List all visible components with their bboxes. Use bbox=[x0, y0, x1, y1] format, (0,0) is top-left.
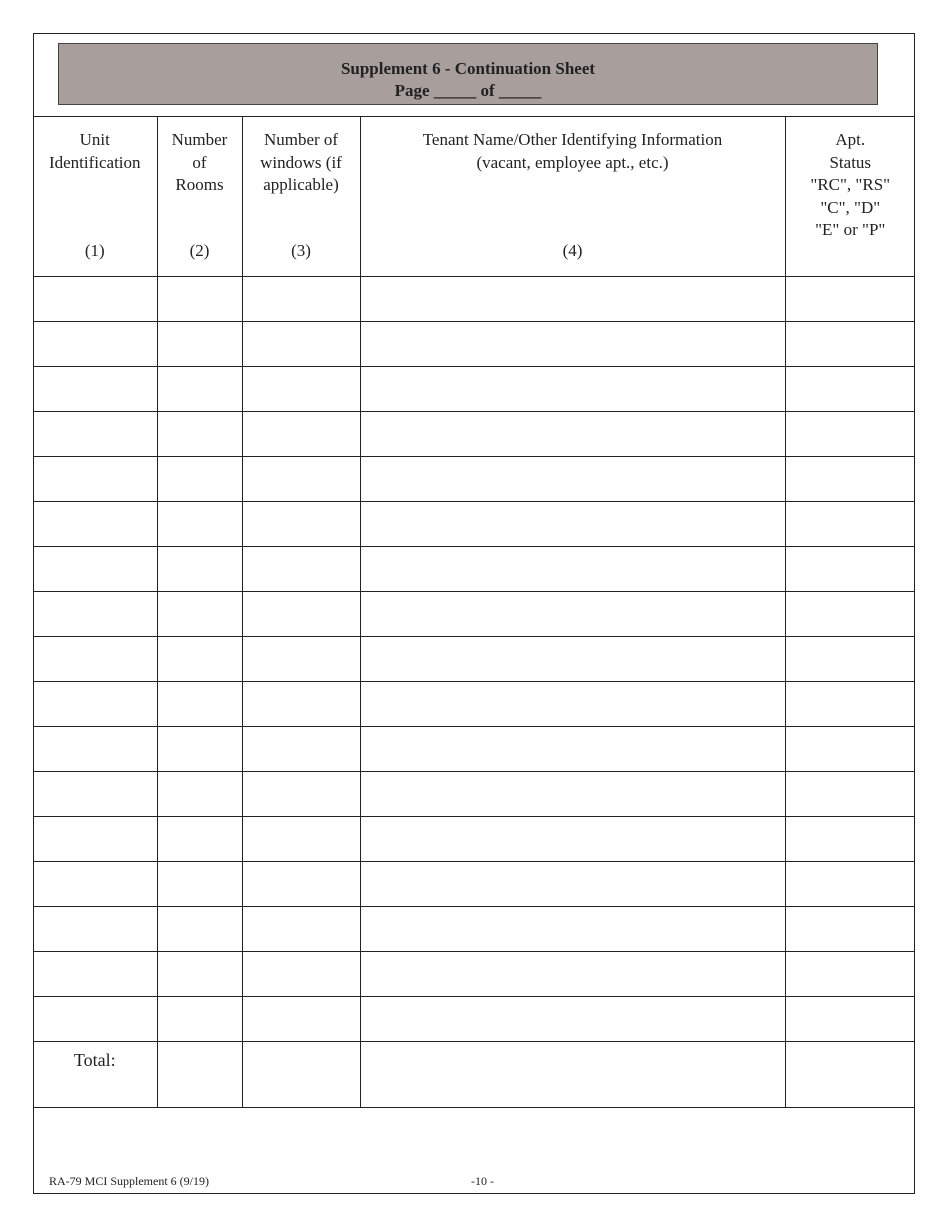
rooms-cell[interactable] bbox=[157, 547, 242, 592]
rooms-cell[interactable] bbox=[157, 727, 242, 772]
total-windows-cell[interactable] bbox=[242, 1042, 360, 1108]
apt-status-cell[interactable] bbox=[785, 547, 915, 592]
unit-id-cell[interactable] bbox=[33, 322, 157, 367]
apt-status-cell[interactable] bbox=[785, 502, 915, 547]
unit-id-cell[interactable] bbox=[33, 502, 157, 547]
unit-id-cell[interactable] bbox=[33, 997, 157, 1042]
rooms-cell[interactable] bbox=[157, 817, 242, 862]
windows-cell[interactable] bbox=[242, 592, 360, 637]
col-header-label: Number of windows (if applicable) bbox=[260, 130, 342, 194]
tenant-cell[interactable] bbox=[360, 547, 785, 592]
apt-status-cell[interactable] bbox=[785, 952, 915, 997]
col-header-label: Tenant Name/Other Identifying Information (vacant, employee apt., etc.) bbox=[422, 130, 723, 172]
windows-cell[interactable] bbox=[242, 277, 360, 322]
tenant-cell[interactable] bbox=[360, 457, 785, 502]
unit-id-cell[interactable] bbox=[33, 457, 157, 502]
table-row bbox=[33, 502, 915, 547]
col-header-number: (1) bbox=[84, 241, 105, 260]
rooms-cell[interactable] bbox=[157, 322, 242, 367]
table-row bbox=[33, 547, 915, 592]
unit-id-cell[interactable] bbox=[33, 277, 157, 322]
tenant-cell[interactable] bbox=[360, 772, 785, 817]
rooms-cell[interactable] bbox=[157, 412, 242, 457]
form-id-footer: RA-79 MCI Supplement 6 (9/19) bbox=[49, 1174, 209, 1188]
rooms-cell[interactable] bbox=[157, 277, 242, 322]
col-header-windows bbox=[242, 117, 360, 277]
apt-status-cell[interactable] bbox=[785, 907, 915, 952]
windows-cell[interactable] bbox=[242, 412, 360, 457]
unit-id-cell[interactable] bbox=[33, 772, 157, 817]
col-header-number: (2) bbox=[189, 241, 210, 260]
unit-id-cell[interactable] bbox=[33, 592, 157, 637]
table-row bbox=[33, 682, 915, 727]
total-tenant-cell[interactable] bbox=[360, 1042, 785, 1108]
apt-status-cell[interactable] bbox=[785, 457, 915, 502]
table-row bbox=[33, 952, 915, 997]
page-number-footer: -10 - bbox=[471, 1174, 494, 1188]
apt-status-cell[interactable] bbox=[785, 367, 915, 412]
unit-id-cell[interactable] bbox=[33, 907, 157, 952]
col-header-rooms bbox=[157, 117, 242, 277]
windows-cell[interactable] bbox=[242, 727, 360, 772]
apt-status-cell[interactable] bbox=[785, 322, 915, 367]
continuation-table bbox=[33, 116, 915, 1108]
table-row bbox=[33, 997, 915, 1042]
unit-id-cell[interactable] bbox=[33, 952, 157, 997]
apt-status-cell[interactable] bbox=[785, 817, 915, 862]
apt-status-cell[interactable] bbox=[785, 637, 915, 682]
col-header-label: Unit Identification bbox=[48, 130, 141, 172]
col-header-apt-status bbox=[785, 117, 915, 277]
table-body bbox=[33, 277, 915, 1042]
page-of-line: Page _____ of _____ bbox=[394, 81, 542, 100]
unit-id-cell[interactable] bbox=[33, 367, 157, 412]
total-label: Total: bbox=[33, 1042, 157, 1108]
rooms-cell[interactable] bbox=[157, 952, 242, 997]
unit-id-cell[interactable] bbox=[33, 412, 157, 457]
tenant-cell[interactable] bbox=[360, 502, 785, 547]
windows-cell[interactable] bbox=[242, 772, 360, 817]
apt-status-cell[interactable] bbox=[785, 592, 915, 637]
tenant-cell[interactable] bbox=[360, 997, 785, 1042]
unit-id-cell[interactable] bbox=[33, 817, 157, 862]
rooms-cell[interactable] bbox=[157, 997, 242, 1042]
apt-status-cell[interactable] bbox=[785, 727, 915, 772]
unit-id-cell[interactable] bbox=[33, 862, 157, 907]
form-title: Supplement 6 - Continuation Sheet bbox=[340, 59, 596, 78]
table-row bbox=[33, 412, 915, 457]
windows-cell[interactable] bbox=[242, 997, 360, 1042]
windows-cell[interactable] bbox=[242, 682, 360, 727]
tenant-cell[interactable] bbox=[360, 277, 785, 322]
tenant-cell[interactable] bbox=[360, 817, 785, 862]
windows-cell[interactable] bbox=[242, 547, 360, 592]
windows-cell[interactable] bbox=[242, 502, 360, 547]
table-row bbox=[33, 367, 915, 412]
col-header-label: Apt. Status "RC", "RS" "C", "D" "E" or "P" bbox=[810, 130, 891, 239]
windows-cell[interactable] bbox=[242, 952, 360, 997]
windows-cell[interactable] bbox=[242, 637, 360, 682]
rooms-cell[interactable] bbox=[157, 457, 242, 502]
apt-status-cell[interactable] bbox=[785, 682, 915, 727]
table-row bbox=[33, 637, 915, 682]
col-header-tenant bbox=[360, 117, 785, 277]
tenant-cell[interactable] bbox=[360, 952, 785, 997]
unit-id-cell[interactable] bbox=[33, 727, 157, 772]
windows-cell[interactable] bbox=[242, 457, 360, 502]
unit-id-cell[interactable] bbox=[33, 637, 157, 682]
col-header-unit-id bbox=[33, 117, 157, 277]
table-row bbox=[33, 277, 915, 322]
tenant-cell[interactable] bbox=[360, 907, 785, 952]
table-row bbox=[33, 817, 915, 862]
tenant-cell[interactable] bbox=[360, 367, 785, 412]
col-header-label: Number of Rooms bbox=[171, 130, 228, 194]
rooms-cell[interactable] bbox=[157, 907, 242, 952]
windows-cell[interactable] bbox=[242, 322, 360, 367]
rooms-cell[interactable] bbox=[157, 862, 242, 907]
rooms-cell[interactable] bbox=[157, 772, 242, 817]
rooms-cell[interactable] bbox=[157, 592, 242, 637]
tenant-cell[interactable] bbox=[360, 862, 785, 907]
table-row bbox=[33, 727, 915, 772]
apt-status-cell[interactable] bbox=[785, 277, 915, 322]
tenant-cell[interactable] bbox=[360, 682, 785, 727]
col-header-number: (4) bbox=[562, 241, 583, 260]
table-row bbox=[33, 862, 915, 907]
apt-status-cell[interactable] bbox=[785, 412, 915, 457]
table-row bbox=[33, 907, 915, 952]
windows-cell[interactable] bbox=[242, 817, 360, 862]
rooms-cell[interactable] bbox=[157, 637, 242, 682]
header-row bbox=[33, 117, 915, 277]
col-header-number: (3) bbox=[291, 241, 311, 260]
rooms-cell[interactable] bbox=[157, 367, 242, 412]
rooms-cell[interactable] bbox=[157, 502, 242, 547]
table-row bbox=[33, 772, 915, 817]
apt-status-cell[interactable] bbox=[785, 997, 915, 1042]
windows-cell[interactable] bbox=[242, 862, 360, 907]
rooms-cell[interactable] bbox=[157, 682, 242, 727]
tenant-cell[interactable] bbox=[360, 637, 785, 682]
total-row bbox=[33, 1042, 915, 1108]
table-row bbox=[33, 322, 915, 367]
unit-id-cell[interactable] bbox=[33, 682, 157, 727]
tenant-cell[interactable] bbox=[360, 592, 785, 637]
tenant-cell[interactable] bbox=[360, 412, 785, 457]
total-status-cell[interactable] bbox=[785, 1042, 915, 1108]
unit-id-cell[interactable] bbox=[33, 547, 157, 592]
table-row bbox=[33, 592, 915, 637]
total-rooms-cell[interactable] bbox=[157, 1042, 242, 1108]
form-title-banner bbox=[58, 43, 878, 105]
tenant-cell[interactable] bbox=[360, 322, 785, 367]
apt-status-cell[interactable] bbox=[785, 772, 915, 817]
table-row bbox=[33, 457, 915, 502]
apt-status-cell[interactable] bbox=[785, 862, 915, 907]
tenant-cell[interactable] bbox=[360, 727, 785, 772]
windows-cell[interactable] bbox=[242, 367, 360, 412]
windows-cell[interactable] bbox=[242, 907, 360, 952]
